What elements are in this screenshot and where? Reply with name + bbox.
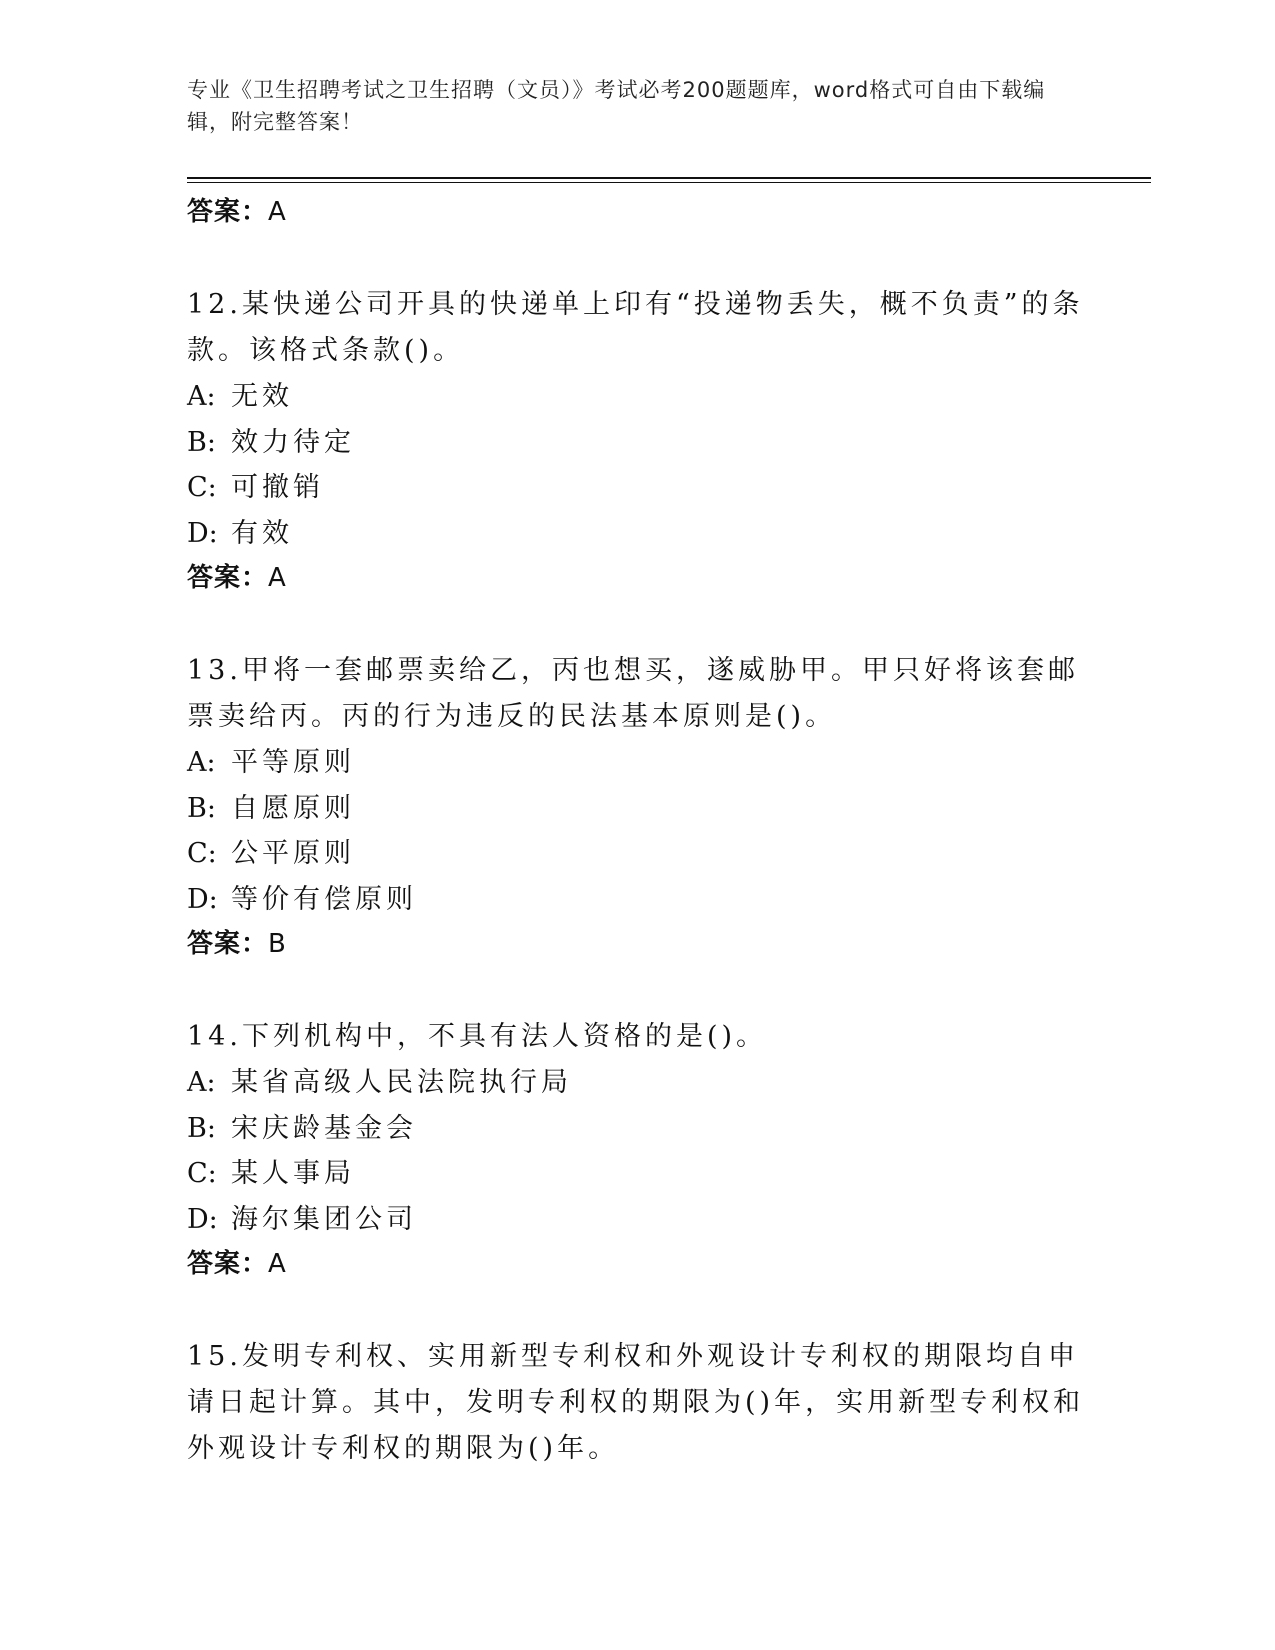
question-stem: 14.下列机构中，不具有法人资格的是()。 [187,1021,768,1052]
answer-label: 答案： [187,197,269,227]
option-text: 效力待定 [231,426,355,458]
option-d [187,511,1087,557]
document-header: 专业《卫生招聘考试之卫生招聘（文员）》考试必考200题题库，word格式可自由下载编辑，附完整答案！ [187,78,1046,134]
answer-label: 答案： [187,1249,269,1279]
option-key: A: [187,747,216,778]
answer-label: 答案： [187,563,269,593]
option-text: 某人事局 [231,1158,355,1189]
question-13 [187,648,1087,966]
question-stem: 15.发明专利权、实用新型专利权和外观设计专利权的期限均自申请日起计算。其中，发明专利权的期限为()年，实用新型专利权和外观设计专利权的期限为()年。 [187,1341,1085,1464]
header-rule-thick [187,177,1151,179]
question-15 [187,1334,1087,1472]
option-key: A: [187,381,216,412]
option-a [187,740,1087,786]
option-b [187,786,1087,832]
answer-value: A [268,197,287,227]
question-12 [187,282,1087,600]
answer-line [187,1242,1087,1286]
option-key: C: [187,472,217,503]
option-key: C: [187,838,217,869]
question-stem: 13.甲将一套邮票卖给乙，丙也想买，遂威胁甲。甲只好将该套邮票卖给丙。丙的行为违反的民法基本原则是()。 [187,655,1079,732]
answer-line [187,556,1087,600]
option-d [187,877,1087,923]
option-text: 可撤销 [231,472,324,503]
answer-line [187,190,1087,234]
option-text: 某省高级人民法院执行局 [231,1067,572,1098]
option-key: C: [187,1158,217,1189]
option-text: 公平原则 [231,838,355,869]
option-c [187,1151,1087,1197]
option-text: 无效 [231,381,293,412]
option-key: D: [187,883,218,915]
answer-value: A [268,563,287,593]
option-text: 海尔集团公司 [231,1203,417,1235]
question-stem: 12.某快递公司开具的快递单上印有“投递物丢失，概不负责”的条款。该格式条款()。 [187,289,1084,366]
header-rule-thin [187,182,1151,183]
option-text: 有效 [231,517,293,549]
option-c [187,465,1087,511]
option-text: 自愿原则 [231,792,355,824]
question-14 [187,1014,1087,1286]
option-a [187,1060,1087,1106]
option-key: A: [187,1067,216,1098]
option-text: 宋庆龄基金会 [231,1112,417,1144]
answer-value: B [268,929,287,959]
option-key: B: [187,1112,216,1144]
answer-value: A [268,1249,287,1279]
option-d [187,1197,1087,1243]
option-c [187,831,1087,877]
option-text: 平等原则 [231,747,355,778]
option-key: D: [187,1203,218,1235]
document-content [187,190,1087,1472]
option-key: B: [187,426,216,458]
answer-label: 答案： [187,929,269,959]
option-a [187,374,1087,420]
option-b [187,1106,1087,1152]
option-key: B: [187,792,216,824]
option-text: 等价有偿原则 [231,883,417,915]
option-key: D: [187,517,218,549]
answer-line [187,922,1087,966]
option-b [187,420,1087,466]
